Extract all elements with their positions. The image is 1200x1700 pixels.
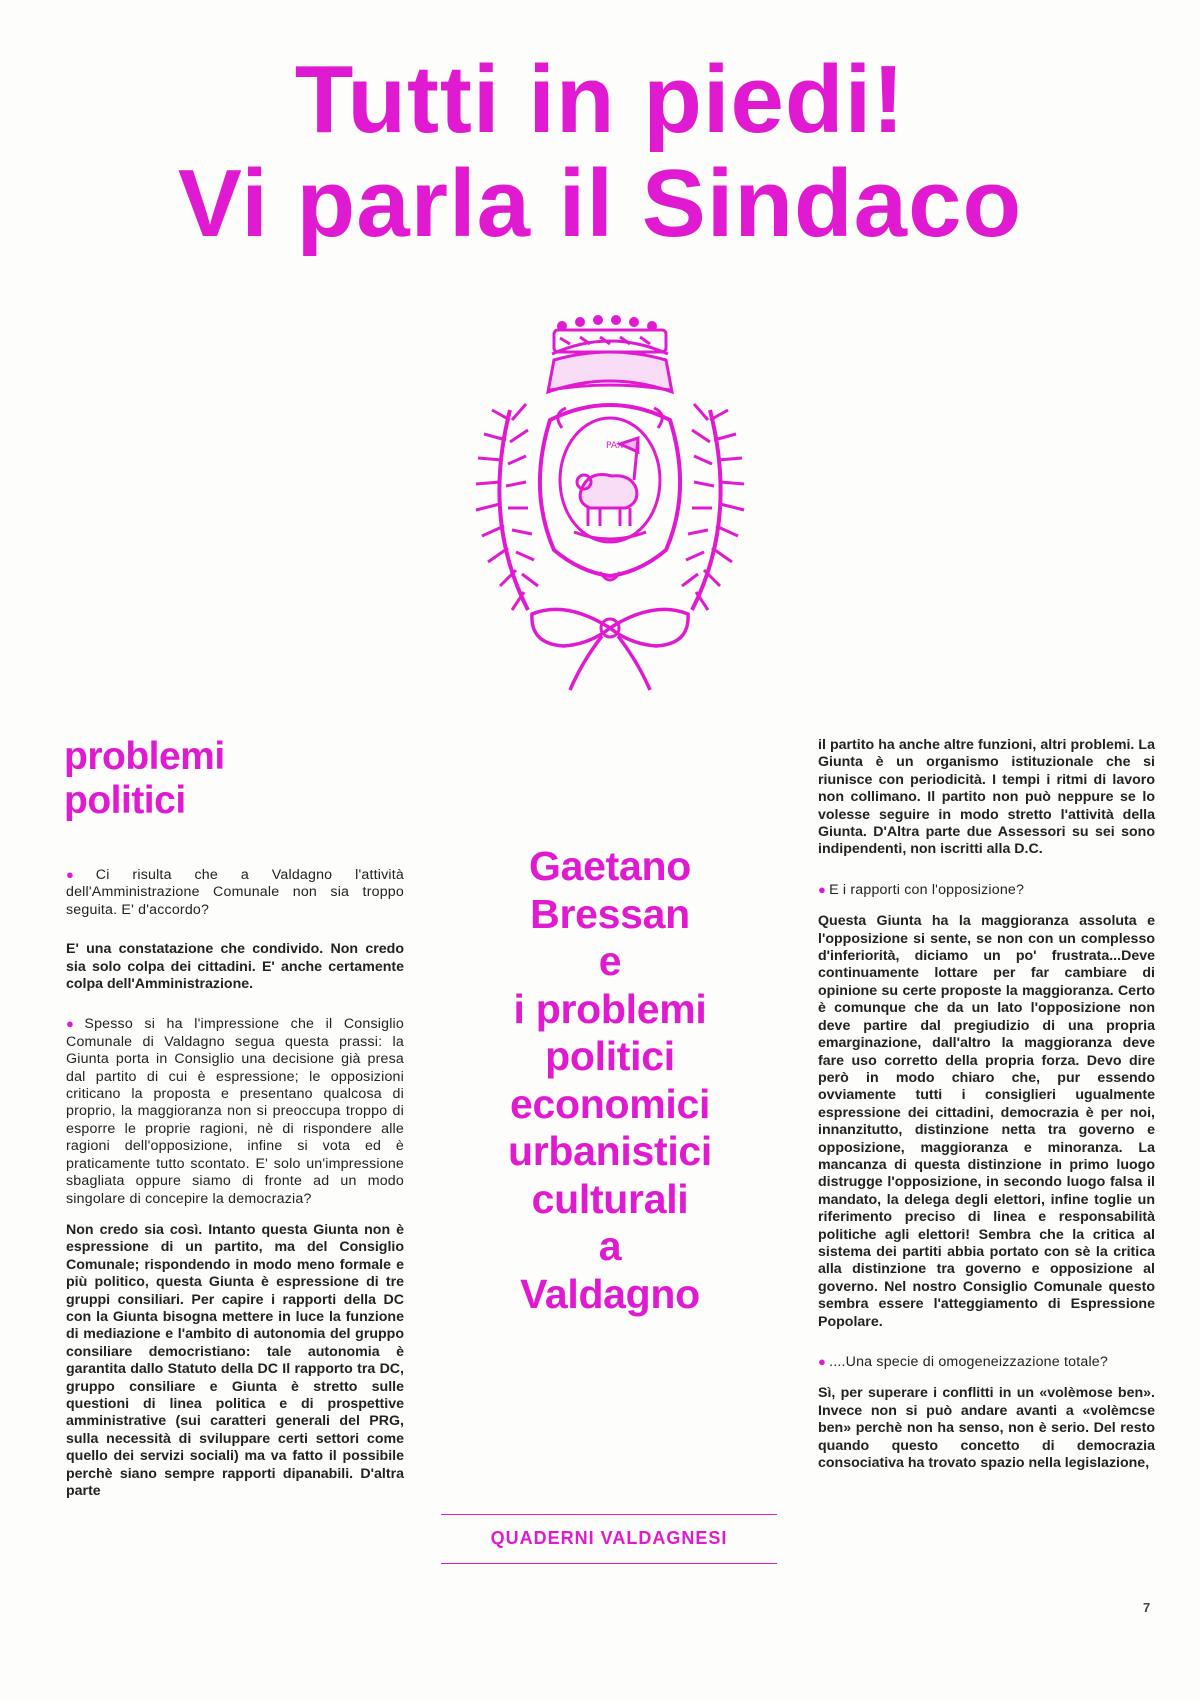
answer-2-continued: il partito ha anche altre funzioni, altri problemi. La Giunta è un organismo istituzionale che si riunisce con periodicità. I tempi i ritmi di lavoro non collimano. Il partito non può neppure se lo volesse seguire in modo stretto l'attività della Giunta. D'Altra parte due Assessori su sei sono indipendenti, non iscritti alla D.C. bbox=[818, 737, 1155, 858]
center-title-line: politici bbox=[545, 1033, 675, 1079]
coat-of-arms-icon bbox=[470, 310, 750, 700]
center-title-line: e bbox=[598, 938, 622, 984]
right-column bbox=[818, 737, 1155, 1494]
center-title bbox=[440, 843, 780, 1318]
crown-icon bbox=[548, 315, 672, 392]
center-title-line: a bbox=[598, 1223, 622, 1269]
answer-2: Non credo sia così. Intanto questa Giunta non è espressione di un partito, ma del Consiglio Comunale; rispondendo in modo meno formale e più politico, questa Giunta è espressione di tre gruppi consiliari. Per capire i rapporti della DC con la Giunta bisogna mettere in luce la funzione di mediazione e l'ambito di autonomia del gruppo consiliare democristiano: tale autonomia è garantita dallo Statuto della DC Il rapporto tra DC, gruppo consiliare e Giunta è stretto sulle questioni di linea politica e di prospettive amministrative (sui caratteri generali del PRG, sulla necessità di sviluppare certi settori come quello dei servizi sociali) ma va fatto il possibile perchè siano sempre rapporti dipanabili. D'altra parte bbox=[66, 1221, 404, 1499]
question-2 bbox=[66, 1015, 404, 1207]
center-title-line: culturali bbox=[531, 1175, 689, 1222]
page-number: 7 bbox=[1143, 1600, 1151, 1615]
section-title-line-1: problemi bbox=[64, 735, 225, 778]
ribbon-bow bbox=[532, 609, 688, 690]
headline-line-1: Tutti in piedi! bbox=[294, 46, 906, 153]
question-4-text: ....Una specie di omogeneizzazione totale? bbox=[829, 1354, 1108, 1370]
question-4 bbox=[818, 1353, 1155, 1371]
left-laurel-branch bbox=[476, 404, 538, 610]
banner-text: PAX bbox=[606, 441, 624, 451]
bullet-icon: ● bbox=[66, 867, 93, 882]
headline-line-2: Vi parla il Sindaco bbox=[177, 150, 1023, 257]
center-title-line: urbanistici bbox=[507, 1128, 713, 1174]
center-title-line: Bressan bbox=[530, 890, 690, 937]
question-3-text: E i rapporti con l'opposizione? bbox=[829, 881, 1025, 898]
section-title bbox=[64, 735, 364, 823]
center-title-line: economici bbox=[509, 1080, 711, 1127]
section-title-line-2: politici bbox=[64, 779, 186, 822]
publication-rule-top bbox=[441, 1514, 777, 1515]
answer-4: Sì, per superare i conflitti in un «volèmose ben». Invece non si può andare avanti a «volèmcse ben» perchè non ha senso, non è serio. Del resto quando questo concetto di democrazia consociativa ha trovato spazio nella legislazione, bbox=[818, 1385, 1155, 1472]
center-title-line: Gaetano bbox=[529, 843, 691, 889]
lamb-icon bbox=[574, 438, 646, 539]
answer-3: Questa Giunta ha la maggioranza assoluta e l'opposizione si sente, se non con un complesso d'inferiorità, diciamo un po' frustrata...Deve continuamente lottare per far cambiare di opinione su certe proposte la maggioranza. Certo è comunque che da un lato l'opposizione non deve partire dal pregiudizio di una propria emarginazione, dall'altro la maggioranza deve fare uso corretto della propria forza. Devo dire però in modo chiaro che, pur essendo ovviamente tutti i consiglieri ugualmente espressione dei cittadini, democrazia è per noi, innanzitutto, distinzione netta tra governo e opposizione, maggioranza e minoranza. La mancanza di questa distinzione in primo luogo distrugge l'opposizione, in secondo luogo falsa il mandato, la delega degli elettori, infine toglie un riferimento preciso di linea e responsabilità politiche agli elettori! Sembra che la critica al sistema dei partiti abbia portato con sè la critica alla distinzione tra governo e opposizione al governo. Nel nostro Consiglio Comunale questo sembra essere l'atteggiamento di Espressione Popolare. bbox=[818, 913, 1155, 1330]
left-column bbox=[66, 866, 404, 1522]
question-1-text: Ci risulta che a Valdagno l'attività dell'Amministrazione Comunale non sia troppo seguita. E' d'accordo? bbox=[66, 867, 404, 918]
center-title-line: Valdagno bbox=[520, 1270, 700, 1317]
bullet-icon: ● bbox=[818, 1354, 827, 1369]
answer-1: E' una constatazione che condivido. Non credo sia solo colpa dei cittadini. E' anche certamente colpa dell'Amministrazione. bbox=[66, 941, 404, 993]
question-2-text: Spesso si ha l'impressione che il Consiglio Comunale di Valdagno segua questa prassi: la Giunta porta in Consiglio una decisione già presa dal partito di cui è espressione; le opposizioni criticano la proposta e presentano qualcosa di proprio, la maggioranza non si preoccupa troppo di esporre le proprie ragioni, nè di rispondere alle ragioni dell'opposizione, infine si vota ed è praticamente tutto scontato. E' solo un'impressione sbagliata oppure siamo di fronte ad un modo singolare di concepire la democrazia? bbox=[66, 1016, 404, 1207]
center-title-line: i problemi bbox=[513, 985, 707, 1032]
bullet-icon: ● bbox=[818, 881, 827, 897]
question-3 bbox=[818, 881, 1155, 899]
bullet-icon: ● bbox=[66, 1016, 82, 1032]
question-1 bbox=[66, 866, 404, 919]
headline bbox=[0, 48, 1200, 256]
right-laurel-branch bbox=[682, 404, 744, 610]
publication-rule-bottom bbox=[441, 1563, 777, 1564]
publication-label: QUADERNI VALDAGNESI bbox=[490, 1528, 728, 1548]
